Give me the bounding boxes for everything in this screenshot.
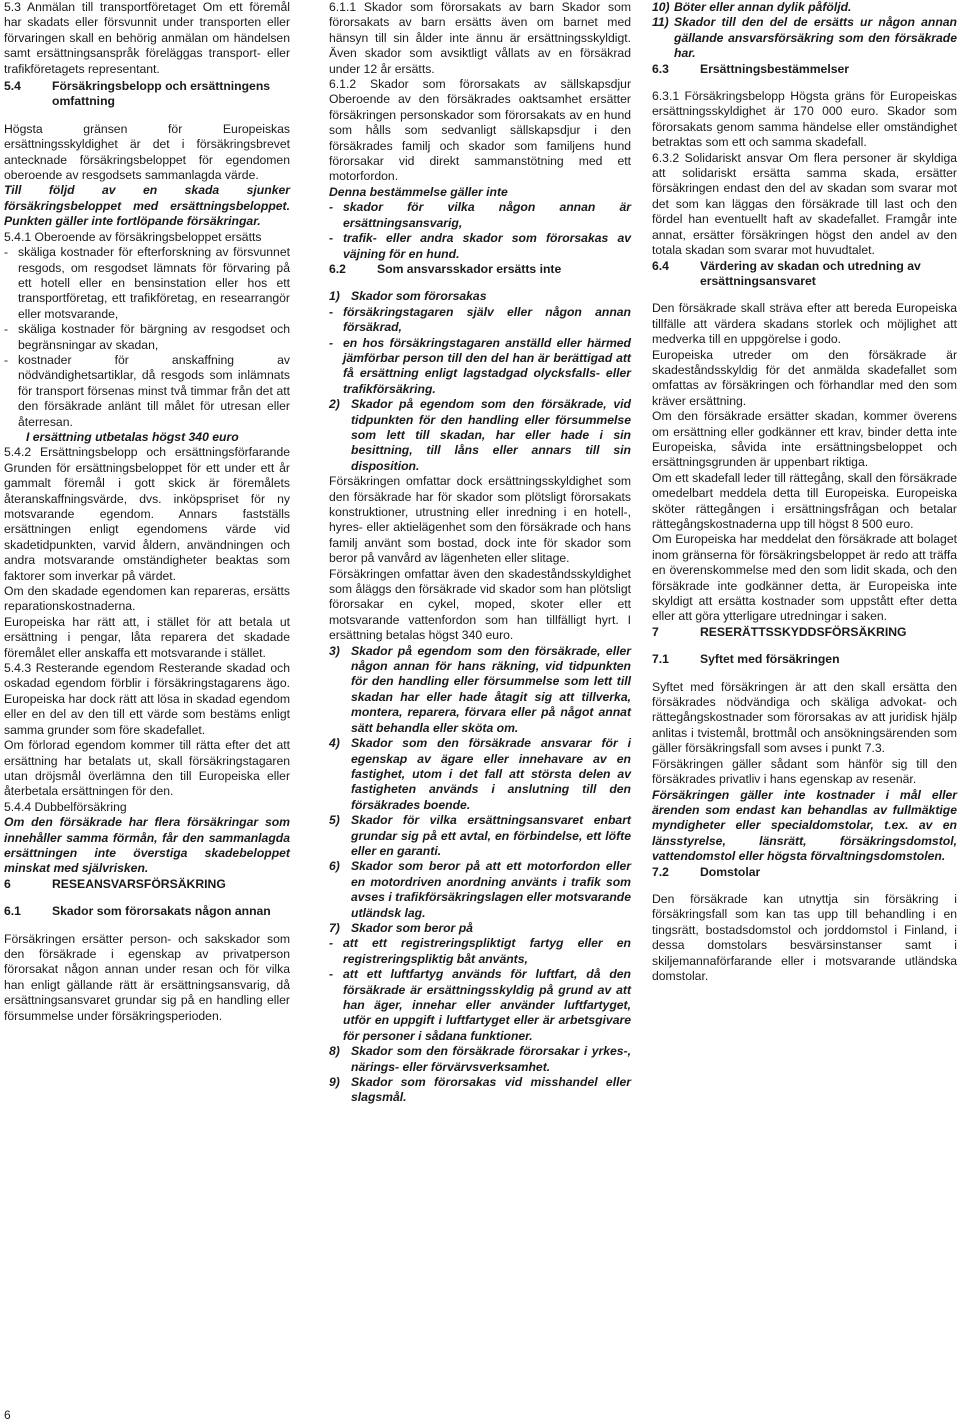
numbered-item: 9) Skador som förorsakas vid misshandel eller slagsmål. (329, 1075, 631, 1105)
paragraph: Europeiska har rätt att, i stället för att betala ut ersättning i pengar, låta reparera det skadade föremålet eller anskaffa ett motsvarande i stället. (4, 614, 290, 660)
list-item: - försäkringstagaren själv eller någon annan försäkrad, (329, 304, 631, 335)
paragraph: Syftet med försäkringen är att den skall ersätta den försäkrades nödvändiga och skäliga advokat- och rättegångskostnader som förorsakas av att juridisk hjälp anlitas i tvistemål, brottmål och ansökningsärenden som gäller försäkringsfall som avses i punkt 7.3. (652, 679, 957, 756)
heading-6: 6 RESEANSVARSFÖRSÄKRING (4, 876, 226, 891)
heading-6-3: 6.3 Ersättningsbestämmelser (652, 61, 850, 76)
paragraph: Om den skadade egendomen kan repareras, ersätts reparationskostnaderna. (4, 584, 290, 614)
numbered-item: 10) Böter eller annan dylik påföljd. (652, 0, 852, 14)
paragraph: Försäkringen gäller sådant som hänför sig till den försäkrades privatliv i hans egenskap av resenär. (652, 756, 957, 787)
heading-5-4 (4, 79, 290, 110)
paragraph: Högsta gränsen för Europeiskas ersättningsskyldighet är det i försäkringsbrevet antecknade försäkringsbeloppet för egendomen oberoende av resgodsets sammanlagda värde. (4, 121, 290, 183)
section-6-3-2: 6.3.2 Solidariskt ansvar Om flera personer är skyldiga att solidariskt ersätta samma skada, ersätter försäkringen endast den del av skadan som svarar mot det som kan läggas den försäkrade till last och den fördel han eventuellt haft av skadefallet. Framgår inte annat, ersätter försäkringen högst den andel av den totala skadan som svarar mot huvudtalet. (652, 150, 957, 258)
italic-paragraph: Till följd av en skada sjunker försäkringsbeloppet med ersättningsbeloppet. Punkten gäller inte fortlöpande försäkringar. (4, 183, 290, 229)
paragraph: Om Europeiska har meddelat den försäkrade att bolaget inom gränserna för försäkringsbeloppet är redo att träffa en överenskommelse med den som lidit skada, och den försäkrade inte godkänner detta, är Europeiska inte skyldigt att ersätta kostnader som uppstått efter detta eller att göra ytterligare utredningar i saken. (652, 532, 957, 624)
numbered-item: 8) Skador som den försäkrade förorsakar i yrkes-, närings- eller förvärvsverksamhet. (329, 1044, 631, 1074)
paragraph: Försäkringen omfattar även den skadeståndsskyldighet som åläggs den försäkrade vid skador som han plötsligt förorsakar en cykel, moped, skoter eller ett motsvarande vattenfordon som han tillfälligt hyrt. I ersättning betalas högst 340 euro. (329, 566, 631, 643)
heading-text: Försäkringsbelopp och ersättningens omfattning (52, 79, 271, 109)
paragraph: Försäkringen omfattar dock ersättningsskyldighet som den försäkrade har för skador som plötsligt förorsakats konstruktioner, utrustning eller inredning i en hotell-, hyres- eller aktielägenhet som den försäkrade och hans familj använt som bostad, dock inte för skador som beror på vanvård av lägenheten eller slitage. (329, 474, 631, 566)
paragraph: Om ett skadefall leder till rättegång, skall den försäkrade omedelbart meddela detta till Europeiska. Europeiska sköter rättegången i ersättningsfrågan och betalar rättegångskostnaderna upp till högst 8 500 euro. (652, 470, 957, 531)
numbered-item: 6) Skador som beror på att ett motorfordon eller en motordriven anordning använts i trafik som avses i trafikförsäkringslagen eller motsvarande utländsk lag. (329, 859, 631, 920)
section-5-4-2: 5.4.2 Ersättningsbelopp och ersättningsförfarande Grunden för ersättningsbeloppet för ett under ett år gammalt föremål i gott skick är föremålets återanskaffningsvärde, dvs. inköpspriset för ny motsvarande egendom. Annars fastställs ersättningen enligt egendomens värde vid skadetidpunkten, varvid åldern, användningen och andra motsvarande omständigheter beaktas som faktorer som inverkar på värdet. (4, 445, 290, 583)
list-item: - trafik- eller andra skador som förorsakas av väjning för en hund. (329, 231, 631, 261)
paragraph: Europeiska utreder om den försäkrade är skadeståndsskyldig för det anmälda skadefallet som omfattas av försäkringen och förhandlar med den som kräver ersättning. (652, 347, 957, 408)
heading-7-2: 7.2 Domstolar (652, 864, 761, 879)
numbered-item: 2) Skador på egendom som den försäkrade, vid tidpunkten för den handling eller försummelse som lett till skadan, har eller hade i sin besittning, till låns eller annars till sin disposition. (329, 397, 631, 473)
paragraph: Om förlorad egendom kommer till rätta efter det att ersättning har betalats ut, skall försäkringstagaren utan dröjsmål överlämna den till Europeiska eller återbetala ersättningen för den. (4, 738, 290, 799)
section-6-1-2: 6.1.2 Skador som förorsakats av sällskapsdjur Oberoende av den försäkrades oaktsamhet ersätter försäkringen personskador som förorsakats av en hund som hålls som sedvanligt sällskapsdjur i den försäkrades familj och skador som familjens hund förorsakar vid direkt sammanstötning med ett motorfordon. (329, 77, 631, 184)
italic-paragraph: Om den försäkrade har flera försäkringar som innehåller samma förmån, får den sammanlagda ersättningen inte överstiga skadebeloppet minskat med självrisken. (4, 815, 290, 876)
column-2 (329, 0, 631, 1106)
heading-6-2: 6.2 Som ansvarsskador ersätts inte (329, 261, 562, 276)
column-3 (652, 0, 957, 984)
italic-head: Denna bestämmelse gäller inte (329, 184, 508, 199)
numbered-item: 3) Skador på egendom som den försäkrade, eller någon annan för hans räkning, vid tidpunkten för den handling eller försummelse som lett till skadan har eller hade åtagit sig att tillverka, montera, reparera, förvara eller på något annat sätt behandla eller sköta om. (329, 643, 631, 735)
section-6-3-1: 6.3.1 Försäkringsbelopp Högsta gräns för Europeiskas ersättningsskyldighet är 170 000 euro. Skador som förorsakats genom samma händelse eller omständighet betraktas som ett och samma skadefall. (652, 89, 957, 150)
numbered-item: 7) Skador som beror på (329, 920, 473, 935)
list-item: - en hos försäkringstagaren anställd eller härmed jämförbar person till den del han är berättigad att få ersättning enligt lagstadgad olycksfalls- eller trafikförsäkring. (329, 335, 631, 396)
numbered-item: 5) Skador för vilka ersättningsansvaret enbart grundar sig på ett avtal, en förbindelse, ett löfte eller en garanti. (329, 813, 631, 858)
page-number: 6 (4, 1408, 11, 1422)
list-item: - att ett luftfartyg används för luftfart, då den försäkrade är ersättningsskyldig på grund av att han äger, innehar eller använder luftfartyget, utför en uppgift i luftfartyget eller är arbetsgivare för personer i sådana funktioner. (329, 967, 631, 1043)
heading-7-1: 7.1 Syftet med försäkringen (652, 652, 840, 667)
heading-7: 7 RESERÄTTSSKYDDSFÖRSÄKRING (652, 624, 907, 639)
italic-note: I ersättning utbetalas högst 340 euro (26, 429, 239, 444)
paragraph: Om den försäkrade ersätter skadan, kommer överens om ersättning eller godkänner ett krav, binder detta inte Europeiska, såvida inte ersättningsbeloppet och ersättningsgrunden är uppenbart riktiga. (652, 409, 957, 470)
list-item: - skäliga kostnader för efterforskning av försvunnet resgods, om resgodset lämnats för förvaring på ett hotell eller en bensinstation eller hos ett transportföretag, ett trafikföretag, en researrangör eller motsvarande, (4, 245, 290, 321)
list-item: - att ett registreringspliktigt fartyg eller en registreringspliktig båt använts, (329, 936, 631, 966)
section-5-4-4-head: 5.4.4 Dubbelförsäkring (4, 799, 127, 814)
numbered-item: 4) Skador som den försäkrade ansvarar för i egenskap av ägare eller innehavare av en fastighet, utom i det fall att största delen av fastigheten används i anslutning till den försäkrades boende. (329, 736, 631, 812)
italic-paragraph: Försäkringen gäller inte kostnader i mål eller ärenden som endast kan behandlas av fullmäktige myndigheter eller specialdomstolar, t.ex. av en länsstyrelse, länsrätt, försäkringsdomstol, vattendomstol eller högsta förvaltningsdomstolen. (652, 787, 957, 864)
numbered-item: 11) Skador till den del de ersätts ur någon annan gällande ansvarsförsäkring som den försäkrade har. (652, 15, 957, 61)
list-item: - skäliga kostnader för bärgning av resgodset och begränsningar av skadan, (4, 322, 290, 352)
section-5-4-1-head: 5.4.1 Oberoende av försäkringsbeloppet ersätts (4, 229, 262, 244)
section-5-3: 5.3 Anmälan till transportföretaget Om ett föremål har skadats eller försvunnit under transporten eller förvaringen skall en behörig anmälan om händelsen samt ersättningsanspråk föreläggas transport- eller trafikföretagets representant. (4, 0, 290, 76)
column-1 (4, 0, 290, 1024)
heading-number: 5.4 (4, 79, 21, 94)
list-item: - skador för vilka någon annan är ersättningsansvarig, (329, 200, 631, 230)
numbered-item: 1) Skador som förorsakas (329, 289, 487, 304)
paragraph: Försäkringen ersätter person- och sakskador som den försäkrade i egenskap av privatperson förorsakat någon annan under resan och för vilka han enligt gällande rätt är ersättningsansvarig, då ersättningsansvaret grundar sig på en handling eller försummelse under försäkringsperioden. (4, 931, 290, 1023)
list-item: - kostnader för anskaffning av nödvändighetsartiklar, då resgods som inlämnats för transport försenas minst två timmar från det att den försäkrade anlänt till målet för utresan eller återresan. (4, 352, 290, 429)
heading-6-1: 6.1 Skador som förorsakats någon annan (4, 904, 271, 919)
heading-6-4: 6.4 Värdering av skadan och utredning av ersättningsansvaret (652, 258, 921, 288)
paragraph: Den försäkrade kan utnyttja sin försäkring i försäkringsfall som kan tas upp till behandling i en tingsrätt, bostadsdomstol och jorddomstol i Finland, i dessa domstolars besvärsinstanser samt i skiljemannaförfarande eller i motsvarande utländska domstolar. (652, 891, 957, 983)
section-6-1-1: 6.1.1 Skador som förorsakats av barn Skador som förorsakats av barn ersätts även om barnet med hänsyn till sin ålder inte ännu är ersättningsskyldigt. Även skador som avsiktligt vållats av en försäkrad under 12 år ersätts. (329, 0, 631, 76)
section-5-4-3: 5.4.3 Resterande egendom Resterande skadad och oskadad egendom förblir i försäkringstagarens ägo. Europeiska har dock rätt att lösa in skadad egendom eller en del av den till ett värde som bestäms enligt samma grunder som före skadefallet. (4, 661, 290, 737)
paragraph: Den försäkrade skall sträva efter att bereda Europeiska tillfälle att värdera skadans storlek och möjlighet att medverka till en uppgörelse i godo. (652, 301, 957, 347)
